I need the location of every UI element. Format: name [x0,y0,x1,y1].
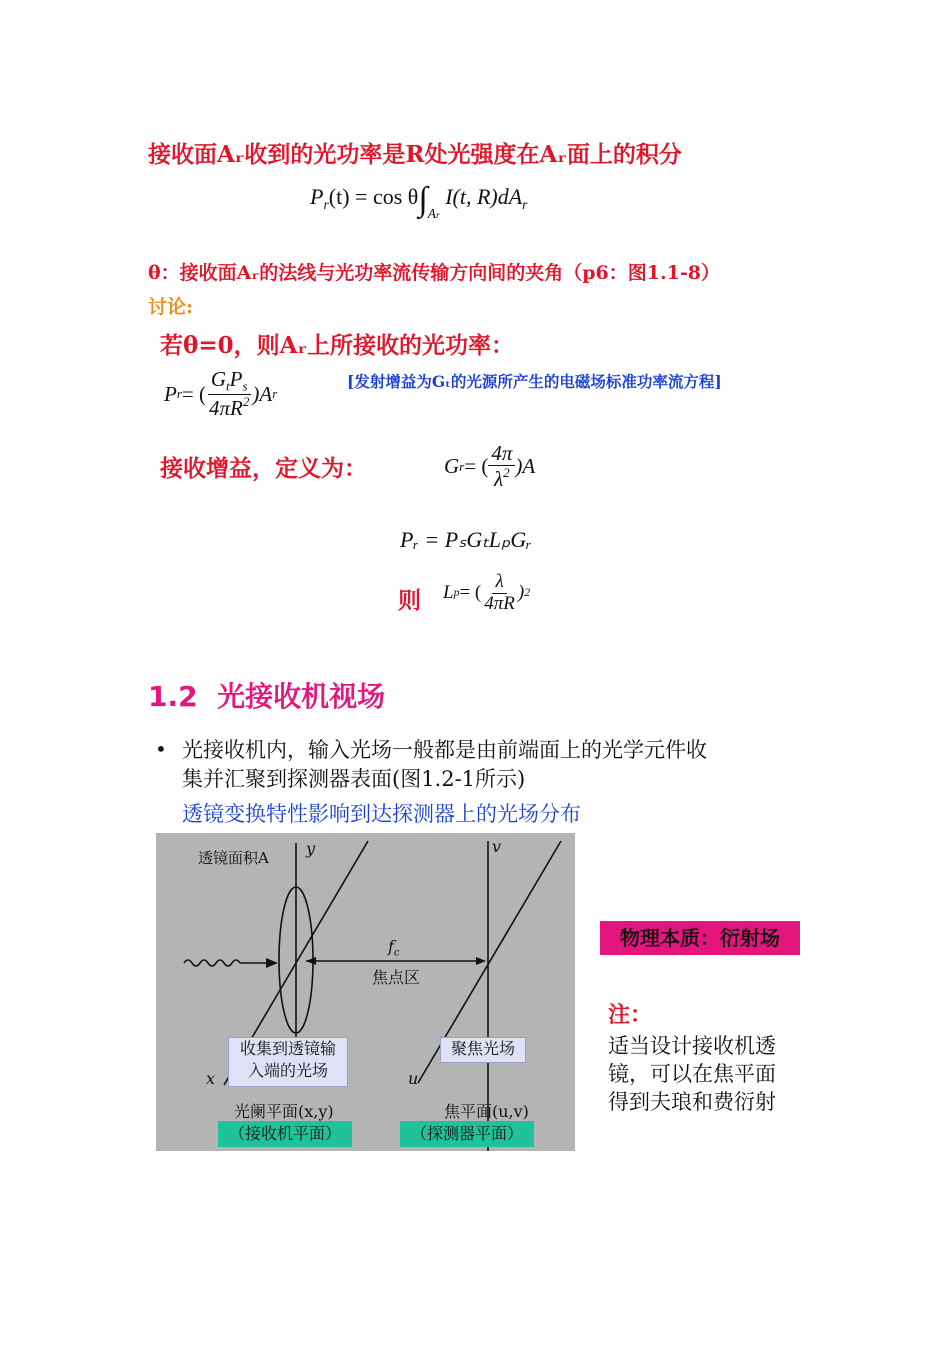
section-title: 1.2 光接收机视场 [148,680,386,713]
eq2-note: [发射增益为Gₜ的光源所产生的电磁场标准功率流方程] [347,372,722,391]
y-axis-label: y [306,839,316,858]
equation-link-budget: Pᵣ = PₛGₜLₚGᵣ [400,527,532,552]
focal-zone-label: 焦点区 [372,968,421,987]
note-line-2: 镜，可以在焦平面 [608,1062,776,1086]
note-line-3: 得到夫琅和费衍射 [608,1090,776,1114]
receive-gain-label: 接收增益，定义为： [160,455,367,482]
v-axis-label: v [492,837,502,856]
discussion-label: 讨论: [148,296,194,318]
aperture-plane-label: 光阑平面(x,y) [234,1102,334,1121]
lens-figure [156,833,575,1151]
physics-essence-badge: 物理本质：衍射场 [600,921,800,955]
equation-receive-gain: G r = ( $\frac{4\pi}{\lambda^2}$ )A [444,441,536,492]
bullet-dot: • [155,737,167,761]
focused-field-label: 聚焦光场 [440,1037,526,1063]
detector-plane-label: （探测器平面） [400,1121,534,1147]
focal-plane-label: 焦平面(u,v) [444,1102,529,1121]
equation-path-loss: L p = ( $\frac{\lambda}{4\pi R}$ ) 2 [443,571,531,614]
equation-power-integral: $P_r(t) = \cos \theta\int_{Ar}$ I(t, $R)dA_r$ [310,181,528,221]
theta-note: θ：接收面Aᵣ的法线与光功率流传输方向间的夹角（p6：图1.1-8） [148,262,720,284]
integral-heading: 接收面Aᵣ收到的光功率是R处光强度在Aᵣ面上的积分 [148,141,682,168]
bullet-line-1: 光接收机内，输入光场一般都是由前端面上的光学元件收 [182,738,707,762]
receiver-plane-label: （接收机平面） [218,1121,352,1147]
fc-label: $f_c$ [388,937,400,959]
x-axis-label: x [206,1069,216,1088]
u-axis-label: u [408,1069,419,1088]
note-line-1: 适当设计接收机透 [608,1034,776,1058]
note-title: 注： [608,1002,653,1028]
bullet-line-2: 集并汇聚到探测器表面(图1.2-1所示) [182,767,526,791]
if-theta-zero: 若θ=0，则Aᵣ上所接收的光功率： [160,332,514,359]
equation-received-power: P r = ( $\frac{G_tP_s}{4\pi R^2}$ )A r [164,367,278,420]
then-label: 则 [398,587,421,614]
lens-transform-line: 透镜变换特性影响到达探测器上的光场分布 [182,802,581,826]
lens-area-label: 透镜面积A [198,849,269,867]
collected-field-label: 收集到透镜输 入端的光场 [228,1037,348,1087]
